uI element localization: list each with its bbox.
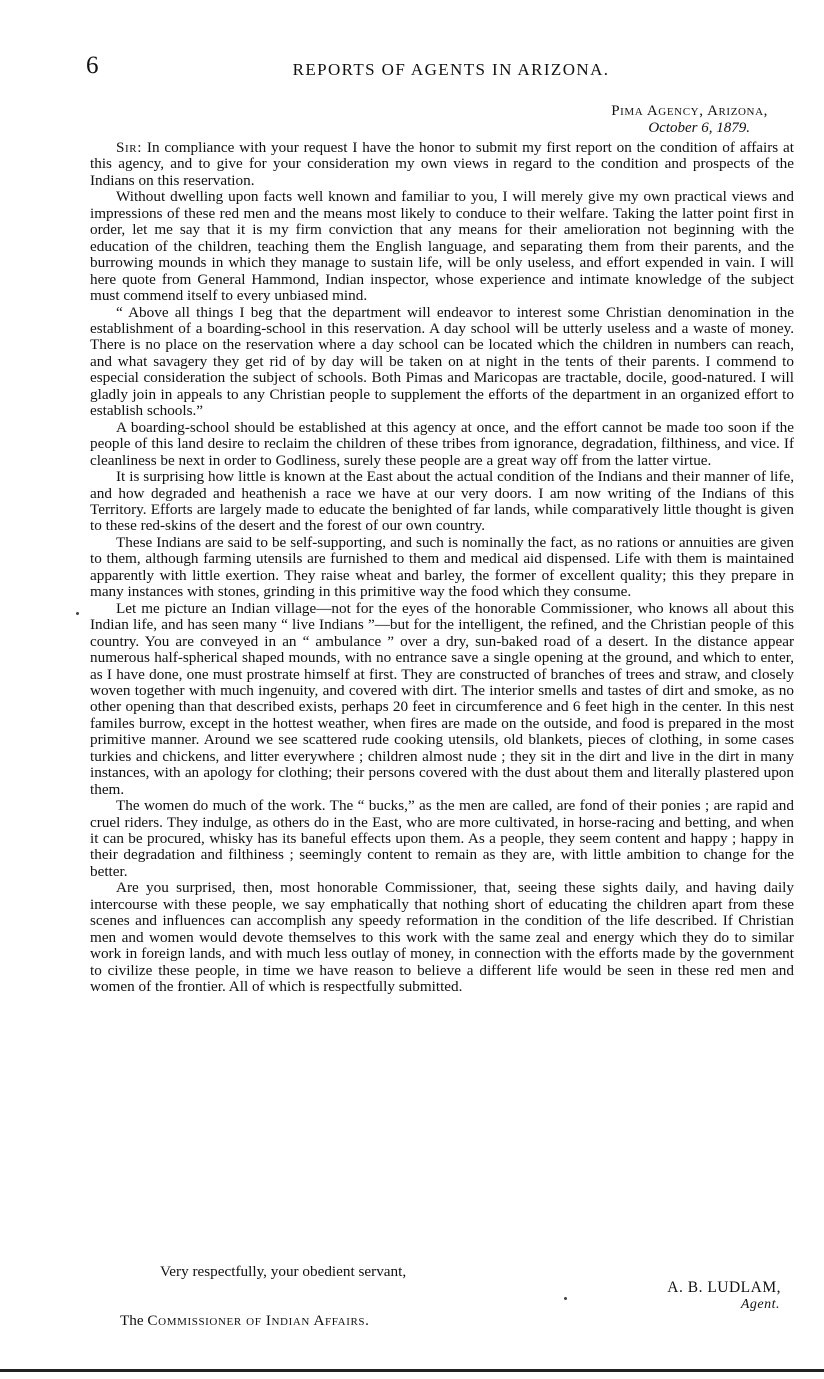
paragraph-5: It is surprising how little is known at the East about the actual condition of the Indians and their manner of life, and how degraded and heathenish a race we have at our very doors. I am now writing of the Indians of this Territory. Efforts are largely made to educate the benighted of far lands, while comparatively little thought is given to these red-skins of the desert and the forest of our own country.: [90, 468, 794, 535]
dateline-date: October 6, 1879.: [648, 120, 750, 136]
paragraph-6: These Indians are said to be self-supporting, and such is nominally the fact, as no rations or annuities are given to them, although farming utensils are furnished to them and medical aid dispensed. Life with them is maintained apparently with little exertion. They raise wheat and barley, the former of excellent quality; this they prepare in many instances with stones, grinding in this primitive way the food which they consume.: [90, 533, 794, 601]
signature-role: Agent.: [740, 1297, 780, 1312]
paragraph-1-text: In compliance with your request I have the honor to submit my first report on the condition of affairs at this agency, and to give for your consideration my own views in regard to the condition and prospects of the Indians on this reservation.: [90, 139, 794, 189]
stray-mark: [564, 1297, 567, 1300]
paragraph-1: [90, 140, 794, 189]
dateline: [611, 103, 768, 137]
salutation: Sir:: [116, 139, 143, 156]
bottom-rule: [0, 1369, 824, 1372]
paragraph-3-quotation: “ Above all things I beg that the department will endeavor to interest some Christian denomination in the establishment of a boarding-school in this reservation. A day school will be utterly useless and a waste of money. There is no place on the reservation where a day school can be located which the children in numbers can reach, and what savagery they get rid of by day will be taken on at night in the tents of their parents. I commend to especial consideration the subject of schools. Both Pimas and Maricopas are tractable, docile, good-natured. I will gladly join in appeals to any Christian people to supplement the efforts of the department in an organized effort to establish schools.”: [90, 303, 794, 420]
addressee: [120, 1312, 370, 1330]
addressee-title: Commissioner of Indian Affairs.: [147, 1312, 370, 1329]
running-head: REPORTS OF AGENTS IN ARIZONA.: [292, 60, 610, 79]
paragraph-8: The women do much of the work. The “ bucks,” as the men are called, are fond of their ponies ; are rapid and cruel riders. They indulge, as others do in the East, who are more cultivated, in horse-racing and betting, and when it can be procured, whisky has its baneful effects upon them. As a people, they seem content and happy ; happy in their degradation and filthiness ; seemingly content to remain as they are, with little ambition to change for the better.: [90, 797, 794, 880]
paragraph-4: A boarding-school should be established at this agency at once, and the effort cannot be made too soon if the people of this land desire to reclaim the children of these tribes from ignorance, degradation, filthiness, and vice. If cleanliness be next in order to Godliness, surely these people are a great way off from the latter virtue.: [90, 418, 794, 469]
page-number: 6: [86, 52, 99, 79]
dateline-place: Pima Agency, Arizona,: [611, 103, 768, 119]
addressee-prefix: The: [120, 1312, 148, 1329]
closing: Very respectfully, your obedient servant,: [160, 1263, 407, 1280]
letter-body: [90, 140, 794, 996]
signature: [667, 1279, 781, 1313]
stray-mark: [76, 612, 79, 615]
signature-name: A. B. LUDLAM,: [667, 1279, 781, 1296]
paragraph-9: Are you surprised, then, most honorable Commissioner, that, seeing these sights daily, and having daily intercourse with these people, we say emphatically that nothing short of educating the children apart from these scenes and influences can accomplish any speedy reformation in the condition of the life described. If Christian men and women would devote themselves to this work with the same zeal and energy which they do to similar work in foreign lands, and with much less outlay of money, in connection with the efforts made by the government to civilize these people, in time we have reason to believe a different life would be seen in these red men and women of the frontier. All of which is respectfully submitted.: [90, 879, 794, 996]
paragraph-2: Without dwelling upon facts well known and familiar to you, I will merely give my own practical views and impressions of these red men and the means most likely to conduce to their welfare. Taking the latter point first in order, let me say that it is my firm conviction that any means for their amelioration not beginning with the education of the children, teaching them the English language, and separating them from their parents, and the burrowing mounds in which they manage to sustain life, will be only useless, and effort expended in vain. I will here quote from General Hammond, Indian inspector, whose experience and intimate knowledge of the subject must commend itself to every unbiased mind.: [90, 188, 794, 305]
paragraph-7: Let me picture an Indian village—not for the eyes of the honorable Commissioner, who knows all about this Indian life, and has seen many “ live Indians ”—but for the intelligent, the refined, and the Christian people of this country. You are conveyed in an “ ambulance ” over a dry, sun-baked road of a desert. In the distance appear numerous half-spherical shaped mounds, with no entrance save a single opening at the ground, and which to enter, as I have done, one must prostrate himself at first. They are constructed of branches of trees and straw, and closely woven together with much ingenuity, and covered with dirt. The interior smells and tastes of dirt and smoke, as no other opening than that described exists, perhaps 20 feet in circumference and 6 feet high in the center. In this nest familes burrow, except in the hottest weather, when fires are made on the outside, and food is prepared in the most primitive manner. Around we see scattered rude cooking utensils, old blankets, pieces of clothing, in some cases turkies and chickens, and litter everywhere ; children almost nude ; they sit in the dirt and live in the dirt in many instances, with an apology for clothing; their persons covered with the dust about them and literally plastered upon them.: [90, 599, 794, 798]
